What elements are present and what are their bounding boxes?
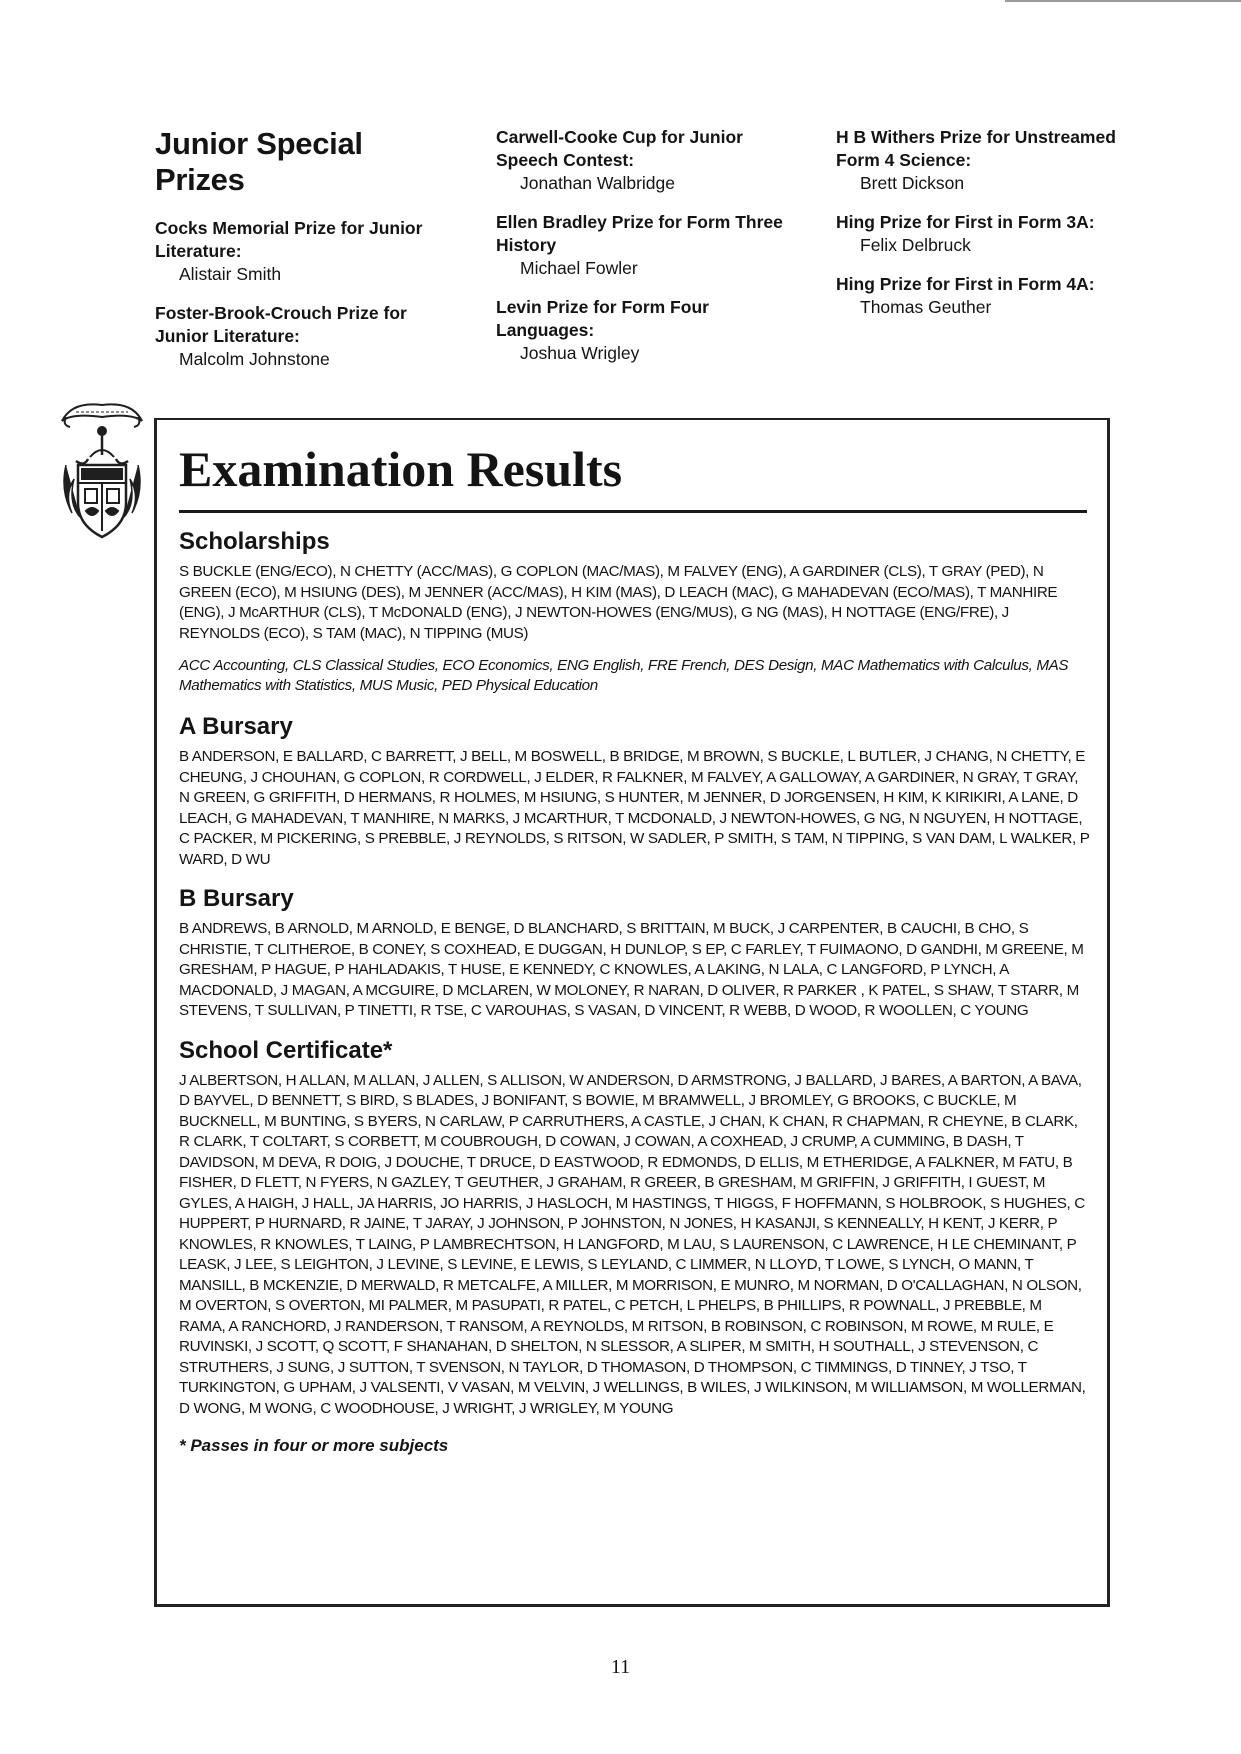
prize-entry bbox=[836, 211, 1141, 257]
scholarships-section bbox=[179, 527, 1091, 644]
prize-title: Levin Prize for Form Four Languages: bbox=[496, 297, 709, 340]
prize-title: H B Withers Prize for Unstreamed Form 4 Science: bbox=[836, 127, 1116, 170]
prize-winner: Brett Dickson bbox=[860, 173, 965, 193]
prize-title: Carwell-Cooke Cup for Junior Speech Contest: bbox=[496, 127, 743, 170]
prize-title: Cocks Memorial Prize for Junior Literature: bbox=[155, 218, 423, 261]
prize-column-3 bbox=[836, 126, 1141, 335]
b-bursary-section bbox=[179, 884, 1091, 1022]
title-divider bbox=[179, 510, 1087, 513]
prize-winner: Malcolm Johnstone bbox=[179, 349, 330, 369]
page-number: 11 bbox=[610, 1656, 631, 1678]
examination-results-content bbox=[179, 440, 1091, 1457]
prize-entry bbox=[155, 217, 460, 286]
prize-entry bbox=[496, 296, 801, 365]
prize-winner: Alistair Smith bbox=[179, 264, 282, 284]
prize-entry bbox=[496, 126, 801, 195]
heading-line-1: Junior Special bbox=[155, 126, 363, 161]
prize-winner: Felix Delbruck bbox=[860, 235, 971, 255]
subject-legend: ACC Accounting, CLS Classical Studies, ECO Economics, ENG English, FRE French, DES Design, MAC Mathematics with Calculus, MAS Mathematics with Statistics, MUS Music, PED Physical Education bbox=[179, 657, 1069, 694]
a-bursary-heading: A Bursary bbox=[179, 713, 293, 740]
school-crest-icon bbox=[58, 395, 146, 543]
b-bursary-names: B ANDREWS, B ARNOLD, M ARNOLD, E BENGE, D BLANCHARD, S BRITTAIN, M BUCK, J CARPENTER, B CAUCHI, B CHO, S CHRISTIE, T CLITHEROE, B CONEY, S COXHEAD, E DUGGAN, H DUNLOP, S EP, C FARLEY, T FUIMAONO, D GANDHI, M GREENE, M GRESHAM, P HAGUE, P HAHLADAKIS, T HUSE, E KENNEDY, C KNOWLES, A LAKING, N LALA, C LANGFORD, P LYNCH, A MACDONALD, J MAGAN, A MCGUIRE, D MCLAREN, W MOLONEY, R NARAN, D OLIVER, R PARKER , K PATEL, S SHAW, T STARR, M STEVENS, T SULLIVAN, P TINETTI, R TSE, C VAROUHAS, S VASAN, D VINCENT, R WEBB, D WOOD, R WOOLLEN, C YOUNG bbox=[179, 920, 1084, 1019]
top-edge-rule bbox=[1005, 0, 1241, 2]
prize-winner: Michael Fowler bbox=[520, 258, 638, 278]
prize-title: Hing Prize for First in Form 3A: bbox=[836, 212, 1095, 232]
scholarships-heading: Scholarships bbox=[179, 528, 330, 555]
prize-title: Ellen Bradley Prize for Form Three History bbox=[496, 212, 783, 255]
prize-title: Hing Prize for First in Form 4A: bbox=[836, 274, 1095, 294]
examination-results-box bbox=[154, 418, 1110, 1607]
prize-entry bbox=[155, 302, 460, 371]
prize-entry bbox=[836, 273, 1141, 319]
scholarships-names: S BUCKLE (ENG/ECO), N CHETTY (ACC/MAS), G COPLON (MAC/MAS), M FALVEY (ENG), A GARDINER (CLS), T GRAY (PED), N GREEN (ECO), M HSIUNG (DES), M JENNER (ACC/MAS), H KIM (MAS), D LEACH (MAC), G MAHADEVAN (ECO/MAS), T MANHIRE (ENG), J McARTHUR (CLS), T McDONALD (ENG), J NEWTON-HOWES (ENG/MUS), G NG (MAS), H NOTTAGE (ENG/FRE), J REYNOLDS (ECO), S TAM (MAC), N TIPPING (MUS) bbox=[179, 563, 1058, 642]
a-bursary-names: B ANDERSON, E BALLARD, C BARRETT, J BELL, M BOSWELL, B BRIDGE, M BROWN, S BUCKLE, L BUTLER, J CHANG, N CHETTY, E CHEUNG, J CHOUHAN, G COPLON, R CORDWELL, J ELDER, R FALKNER, M FALVEY, A GALLOWAY, A GARDINER, N GRAY, T GRAY, N GREEN, G GRIFFITH, D HERMANS, R HOLMES, M HSIUNG, S HUNTER, M JENNER, D JORGENSEN, H KIM, K KIRIKIRI, A LANE, D LEACH, G MAHADEVAN, T MANHIRE, N MARKS, J MCARTHUR, T MCDONALD, J NEWTON-HOWES, G NG, N NGUYEN, H NOTTAGE, C PACKER, M PICKERING, S PREBBLE, J REYNOLDS, S RITSON, W SADLER, P SMITH, S TAM, N TIPPING, S VAN DAM, L WALKER, P WARD, D WU bbox=[179, 748, 1090, 868]
school-certificate-footnote: * Passes in four or more subjects bbox=[179, 1436, 449, 1455]
prize-winner: Thomas Geuther bbox=[860, 297, 992, 317]
junior-prizes-heading bbox=[155, 126, 460, 198]
school-certificate-section bbox=[179, 1036, 1091, 1420]
prize-column-2 bbox=[496, 126, 801, 381]
prize-winner: Joshua Wrigley bbox=[520, 343, 640, 363]
prize-entry bbox=[836, 126, 1141, 195]
school-certificate-names: J ALBERTSON, H ALLAN, M ALLAN, J ALLEN, S ALLISON, W ANDERSON, D ARMSTRONG, J BALLARD, J BARES, A BARTON, A BAVA, D BAYVEL, D BENNETT, S BIRD, S BLADES, J BONIFANT, S BOWIE, M BRAMWELL, J BROMLEY, G BROOKS, C BUCKLE, M BUCKNELL, M BUNTING, S BYERS, N CARLAW, P CARRUTHERS, A CASTLE, J CHAN, K CHAN, R CHAPMAN, R CHEYNE, B CLARK, R CLARK, T COLTART, S CORBETT, M COUBROUGH, D COWAN, J COWAN, A COXHEAD, J CRUMP, A CUMMING, B DASH, T DAVIDSON, M DEVA, R DOIG, J DOUCHE, T DRUCE, D EASTWOOD, R EDMONDS, D ELLIS, M ETHERIDGE, A FALKNER, M FATU, B FISHER, D FLETT, N FYERS, N GAZLEY, T GEUTHER, J GRAHAM, R GREER, B GRESHAM, M GRIFFIN, J GRIFFITH, I GUEST, M GYLES, A HAIGH, J HALL, JA HARRIS, JO HARRIS, J HASLOCH, M HASTINGS, T HIGGS, F HOFFMANN, S HOLBROOK, S HUGHES, C HUPPERT, P HURNARD, R JAINE, T JARAY, J JOHNSON, P JOHNSTON, N JONES, H KASANJI, S KENNEALLY, H KENT, J KERR, P KNOWLES, R KNOWLES, T LAING, P LAMBRECHTSON, H LANGFORD, M LAU, S LAURENSON, C LAWRENCE, H LE CHEMINANT, P LEASK, J LEE, S LEIGHTON, J LEVINE, S LEVINE, E LEWIS, S LEYLAND, C LIMMER, N LLOYD, T LOWE, S LYNCH, O MANN, T MANSILL, B MCKENZIE, D MERWALD, R METCALFE, A MILLER, M MORRISON, E MUNRO, M NORMAN, D O'CALLAGHAN, N OLSON, M OVERTON, S OVERTON, MI PALMER, M PASUPATI, R PATEL, C PETCH, L PHELPS, B PHILLIPS, R POWNALL, J PREBBLE, M RAMA, A RANCHORD, J RANDERSON, T RANSOM, A REYNOLDS, M RITSON, B ROBINSON, C ROBINSON, M ROWE, M RULE, E RUVINSKI, J SCOTT, Q SCOTT, F SHANAHAN, D SHELTON, N SLESSOR, A SLIPER, M SMITH, H SOUTHALL, J STEVENSON, C STRUTHERS, J SUNG, J SUTTON, T SVENSON, N TAYLOR, D THOMASON, D THOMPSON, C TIMMINGS, D TINNEY, J TSO, T TURKINGTON, G UPHAM, J VALSENTI, V VASAN, M VELVIN, J WELLINGS, B WILES, J WILKINSON, M WILLIAMSON, M WOLLERMAN, D WONG, M WONG, C WOODHOUSE, J WRIGHT, J WRIGLEY, M YOUNG bbox=[179, 1071, 1086, 1417]
a-bursary-section bbox=[179, 712, 1091, 870]
prize-winner: Jonathan Walbridge bbox=[520, 173, 676, 193]
b-bursary-heading: B Bursary bbox=[179, 885, 294, 912]
prize-entry bbox=[496, 211, 801, 280]
prize-column-1 bbox=[155, 126, 460, 387]
heading-line-2: Prizes bbox=[155, 162, 245, 197]
junior-prizes-section bbox=[0, 126, 1241, 376]
prize-title: Foster-Brook-Crouch Prize for Junior Literature: bbox=[155, 303, 407, 346]
examination-results-title: Examination Results bbox=[179, 441, 623, 497]
school-certificate-heading: School Certificate* bbox=[179, 1036, 393, 1064]
